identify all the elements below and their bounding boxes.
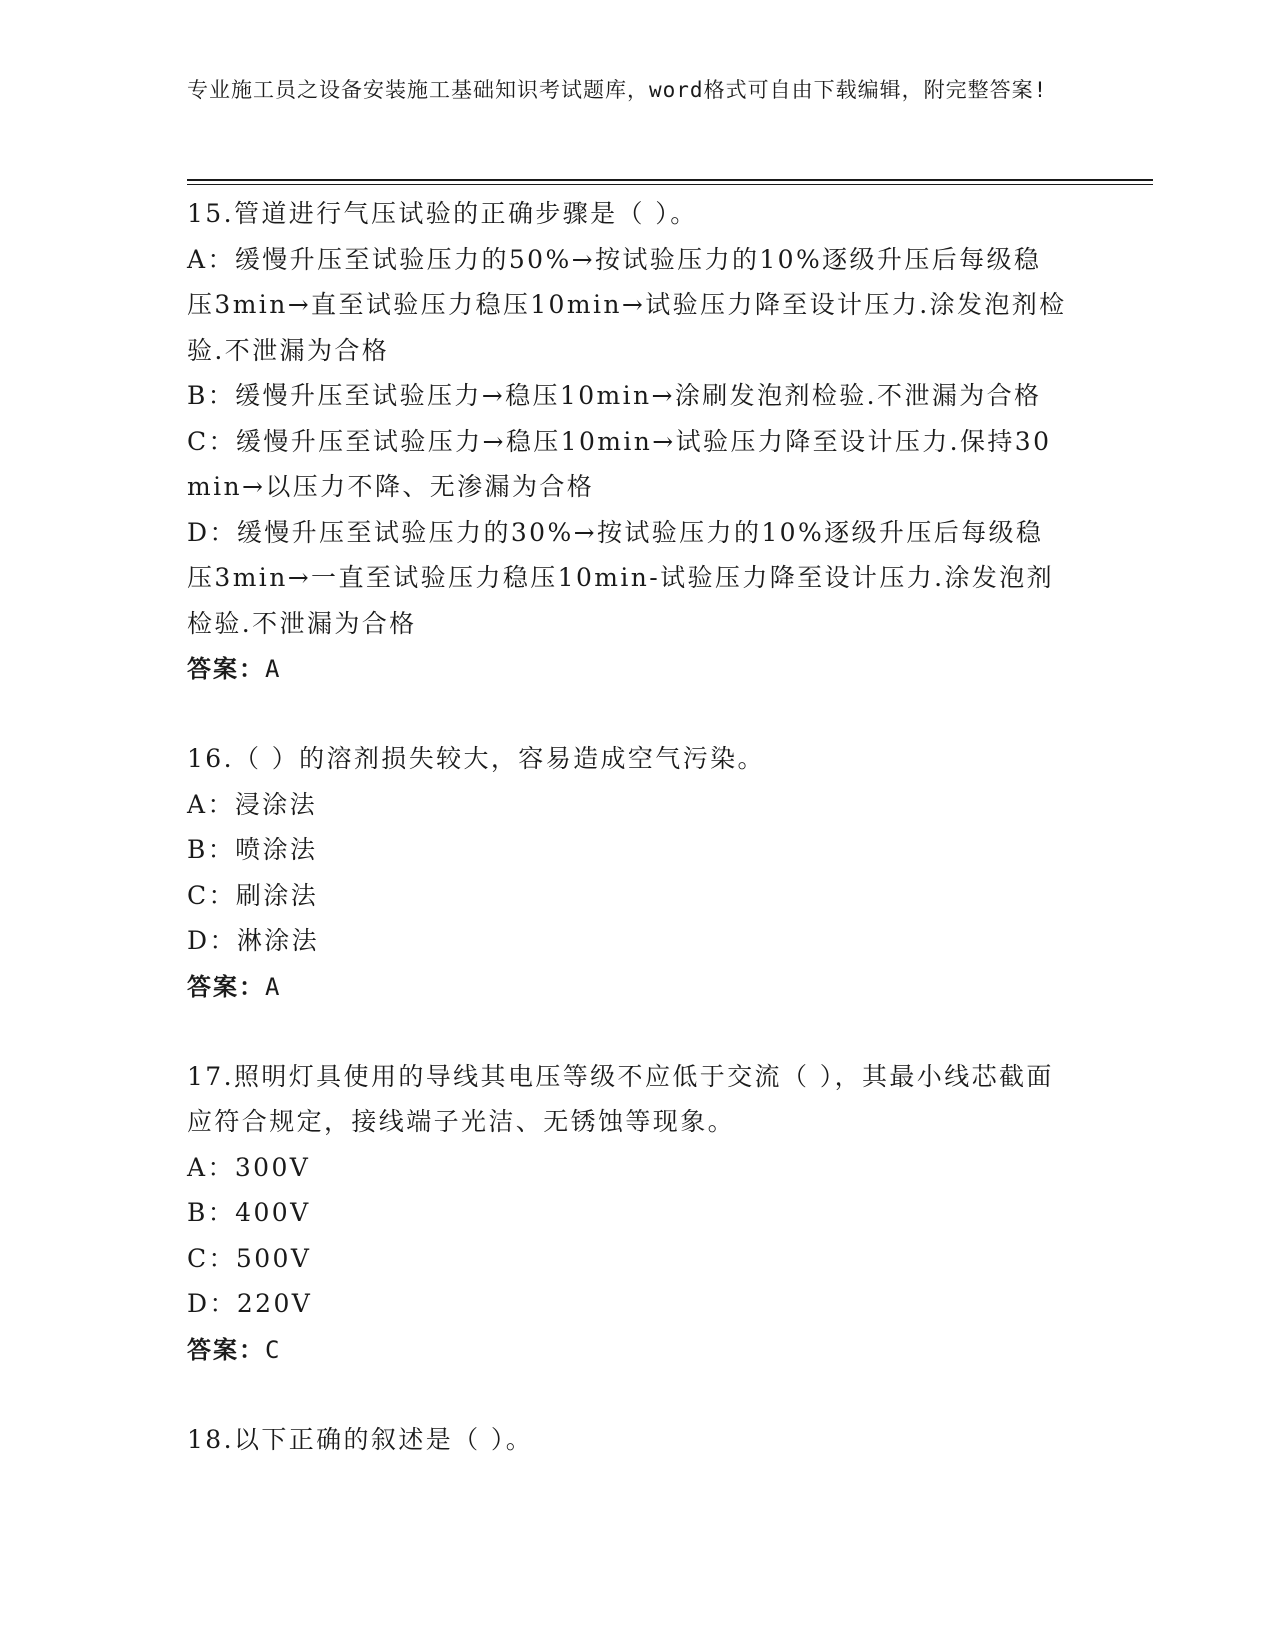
option-b: B：缓慢升压至试验压力→稳压10min→涂刷发泡剂检验.不泄漏为合格 bbox=[187, 381, 1042, 410]
question-18 bbox=[187, 1417, 1087, 1463]
header-divider-thick bbox=[187, 179, 1153, 181]
answer-line bbox=[187, 1327, 1087, 1373]
question-stem: 17.照明灯具使用的导线其电压等级不应低于交流（ ），其最小线芯截面应符合规定，接线端子光洁、无锈蚀等现象。 bbox=[187, 1061, 1054, 1136]
option-c: C：缓慢升压至试验压力→稳压10min→试验压力降至设计压力.保持30min→以压力不降、无渗漏为合格 bbox=[187, 426, 1052, 501]
question-17 bbox=[187, 1054, 1087, 1373]
document-header: 专业施工员之设备安装施工基础知识考试题库，word格式可自由下载编辑，附完整答案! bbox=[187, 78, 1048, 102]
option-c: C：500V bbox=[187, 1243, 312, 1273]
answer-label: 答案： bbox=[187, 1335, 265, 1364]
option-b: B：喷涂法 bbox=[187, 835, 318, 864]
answer-label: 答案： bbox=[187, 655, 265, 683]
option-d: D：淋涂法 bbox=[187, 926, 320, 955]
option-a: A：缓慢升压至试验压力的50%→按试验压力的10%逐级升压后每级稳压3min→直至试验压力稳压10min→试验压力降至设计压力.涂发泡剂检验.不泄漏为合格 bbox=[187, 244, 1067, 365]
question-list bbox=[187, 191, 1087, 1462]
question-stem: 16.（ ）的溶剂损失较大，容易造成空气污染。 bbox=[187, 744, 765, 773]
question-15 bbox=[187, 191, 1087, 692]
option-a: A：300V bbox=[187, 1152, 311, 1182]
option-a: A：浸涂法 bbox=[187, 789, 318, 819]
answer-label: 答案： bbox=[187, 972, 265, 1001]
answer-line bbox=[187, 646, 1087, 692]
option-c: C：刷涂法 bbox=[187, 880, 319, 910]
option-d: D：缓慢升压至试验压力的30%→按试验压力的10%逐级升压后每级稳压3min→一直至试验压力稳压10min-试验压力降至设计压力.涂发泡剂检验.不泄漏为合格 bbox=[187, 517, 1055, 638]
question-16 bbox=[187, 736, 1087, 1010]
answer-value: A bbox=[265, 972, 281, 1001]
option-b: B：400V bbox=[187, 1198, 311, 1227]
header-divider-thin bbox=[187, 184, 1153, 185]
question-stem: 15.管道进行气压试验的正确步骤是（ ）。 bbox=[187, 199, 698, 228]
option-d: D：220V bbox=[187, 1289, 313, 1318]
answer-line bbox=[187, 964, 1087, 1010]
answer-value: C bbox=[265, 1335, 281, 1364]
answer-value: A bbox=[265, 655, 281, 683]
question-stem: 18.以下正确的叙述是（ ）。 bbox=[187, 1424, 534, 1454]
